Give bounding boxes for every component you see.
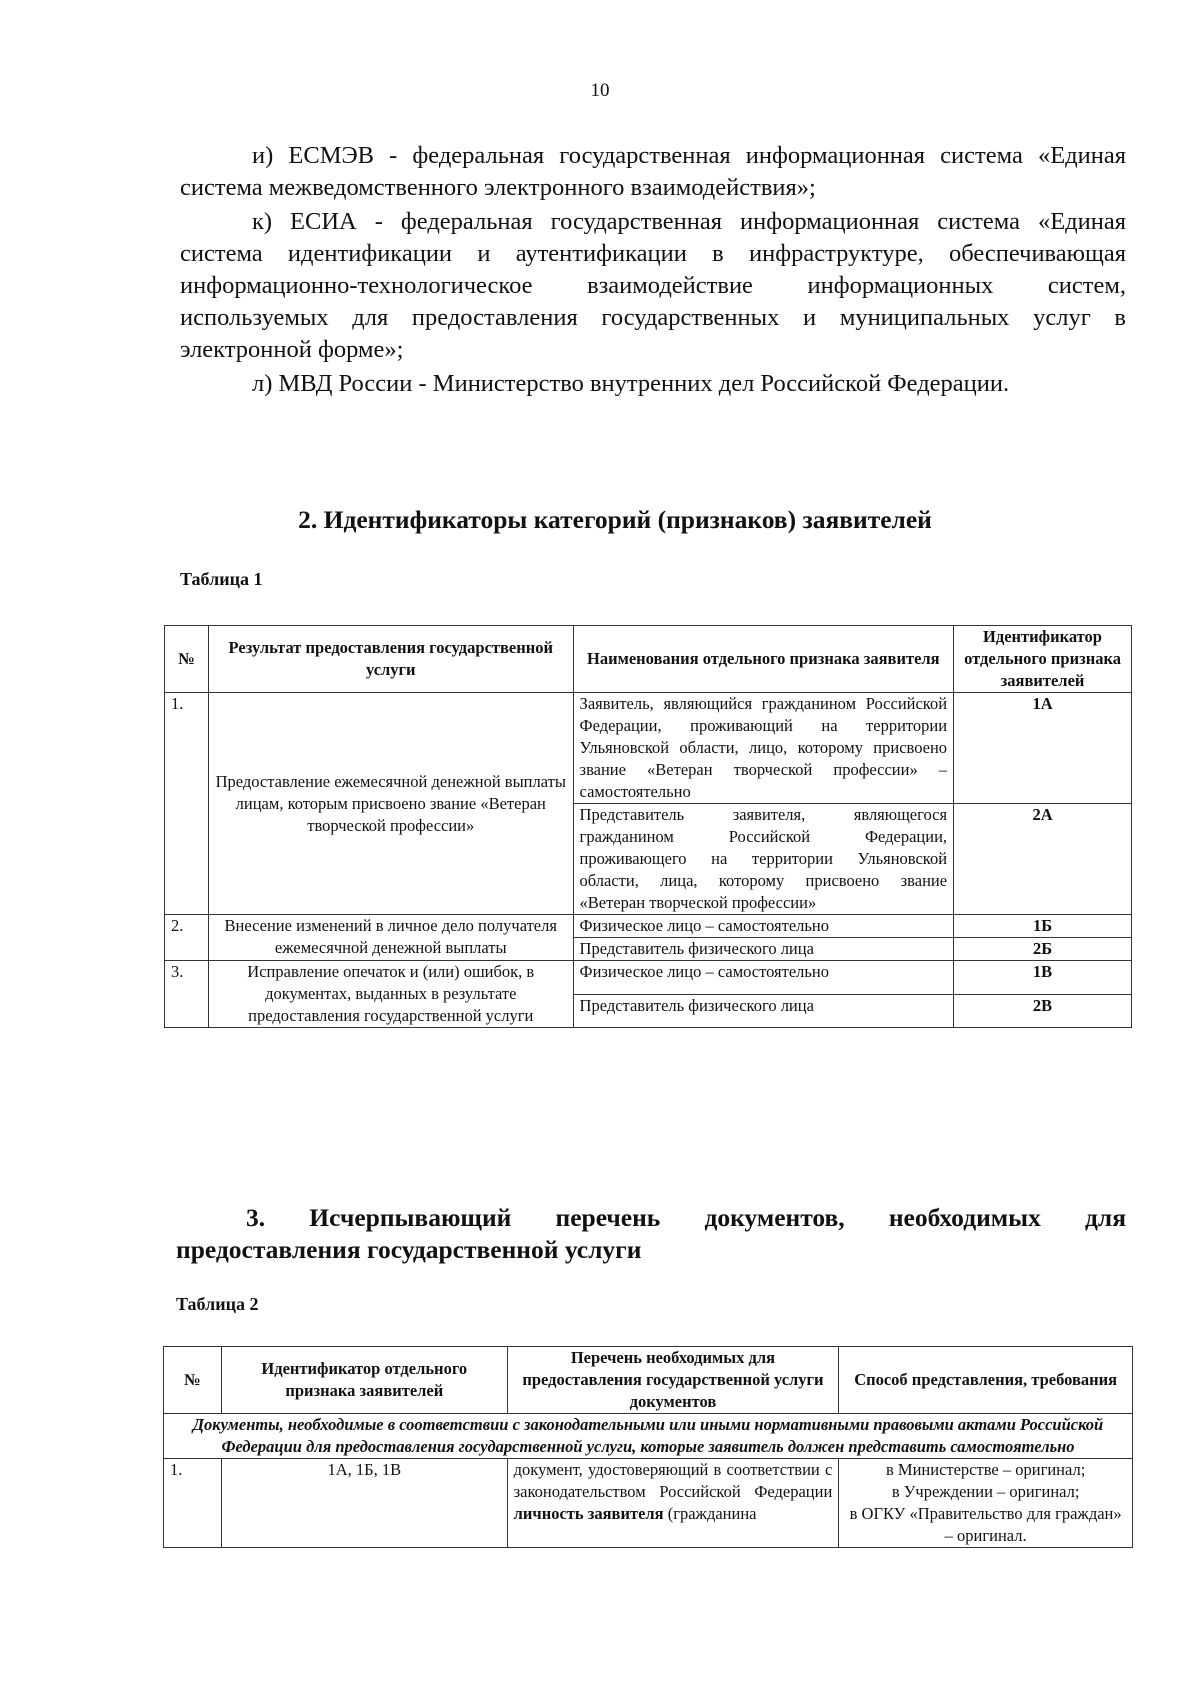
header-document-list: Перечень необходимых для предоставления государственной услуги документов — [507, 1347, 839, 1414]
table-1-caption: Таблица 1 — [180, 569, 263, 589]
definition-paragraph-k — [180, 206, 1126, 366]
header-identifier: Идентификатор отдельного признака заявителей — [221, 1347, 507, 1414]
submission-methods — [839, 1459, 1133, 1548]
document-text: документ, удостоверяющий в соответствии с законодательством Российской Федерации — [513, 1460, 833, 1501]
definition-paragraph-i — [180, 140, 1126, 204]
section-heading-2: 2. Идентификаторы категорий (признаков) заявителей — [298, 505, 932, 534]
submission-method: в ОГКУ «Правительство для граждан» – оригинал. — [849, 1504, 1122, 1545]
attribute-identifier: 2В — [954, 994, 1132, 1028]
attribute-name: Физическое лицо – самостоятельно — [573, 961, 954, 995]
header-result: Результат предоставления государственной услуги — [208, 626, 573, 693]
applicant-identifiers: 1А, 1Б, 1В — [221, 1459, 507, 1548]
service-result: Предоставление ежемесячной денежной выплаты лицам, которым присвоено звание «Ветеран творческой профессии» — [208, 693, 573, 915]
attribute-identifier: 2А — [954, 804, 1132, 915]
header-submission-method: Способ представления, требования — [839, 1347, 1133, 1414]
table-row — [165, 961, 1132, 995]
section-heading-3-text: 3. Исчерпывающий перечень документов, необходимых для предоставления государственной услуги — [176, 1203, 1126, 1264]
table-2-caption: Таблица 2 — [176, 1294, 259, 1314]
document-text-bold: личность заявителя — [513, 1504, 664, 1523]
submission-method: в Учреждении – оригинал; — [891, 1482, 1080, 1501]
table-2-body — [164, 1414, 1133, 1548]
page-number: 10 — [590, 80, 610, 101]
header-identifier: Идентификатор отдельного признака заявителей — [954, 626, 1132, 693]
attribute-name: Физическое лицо – самостоятельно — [573, 915, 954, 938]
definition-text: к) ЕСИА - федеральная государственная информационная система «Единая система идентификации и аутентификации в инфраструктуре, обеспечивающая информационно-технологическое взаимодействие информационных систем, используемых для предоставления государственных и муниципальных услуг в электронной форме»; — [180, 208, 1126, 363]
attribute-name: Представитель физического лица — [573, 938, 954, 961]
definition-text: л) МВД России - Министерство внутренних дел Российской Федерации. — [252, 370, 1010, 397]
table-applicant-identifiers — [164, 625, 1132, 1028]
table-required-documents — [163, 1346, 1133, 1548]
row-number: 1. — [164, 1459, 222, 1548]
attribute-name: Представитель физического лица — [573, 994, 954, 1028]
table-row — [165, 915, 1132, 938]
row-number: 1. — [165, 693, 209, 915]
table-1-body — [165, 693, 1132, 1028]
attribute-identifier: 2Б — [954, 938, 1132, 961]
row-number: 2. — [165, 915, 209, 961]
attribute-identifier: 1А — [954, 693, 1132, 804]
definition-text: и) ЕСМЭВ - федеральная государственная информационная система «Единая система межведомственного электронного взаимодействия»; — [180, 142, 1126, 201]
attribute-name: Представитель заявителя, являющегося гражданином Российской Федерации, проживающего на территории Ульяновской области, лица, которому присвоено звание «Ветеран творческой профессии» — [573, 804, 954, 915]
section-row-text: Документы, необходимые в соответствии с законодательными или иными нормативными правовыми актами Российской Федерации для предоставления государственной услуги, которые заявитель должен представить самостоятельно — [164, 1414, 1133, 1459]
attribute-name: Заявитель, являющийся гражданином Российской Федерации, проживающий на территории Ульяновской области, лицо, которому присвоено звание «Ветеран творческой профессии» – самостоятельно — [573, 693, 954, 804]
submission-method: в Министерстве – оригинал; — [886, 1460, 1086, 1479]
attribute-identifier: 1В — [954, 961, 1132, 995]
section-heading-3 — [176, 1202, 1126, 1266]
table-header-row — [164, 1347, 1133, 1414]
table-row — [165, 693, 1132, 804]
table-row — [164, 1459, 1133, 1548]
definition-paragraph-l — [180, 368, 1126, 400]
header-attribute-name: Наименования отдельного признака заявителя — [573, 626, 954, 693]
header-number: № — [164, 1347, 222, 1414]
document-text-tail: (гражданина — [663, 1504, 757, 1523]
attribute-identifier: 1Б — [954, 915, 1132, 938]
header-number: № — [165, 626, 209, 693]
table-section-row — [164, 1414, 1133, 1459]
service-result: Исправление опечаток и (или) ошибок, в документах, выданных в результате предоставления государственной услуги — [208, 961, 573, 1028]
row-number: 3. — [165, 961, 209, 1028]
service-result: Внесение изменений в личное дело получателя ежемесячной денежной выплаты — [208, 915, 573, 961]
table-header-row — [165, 626, 1132, 693]
document-description — [507, 1459, 839, 1548]
